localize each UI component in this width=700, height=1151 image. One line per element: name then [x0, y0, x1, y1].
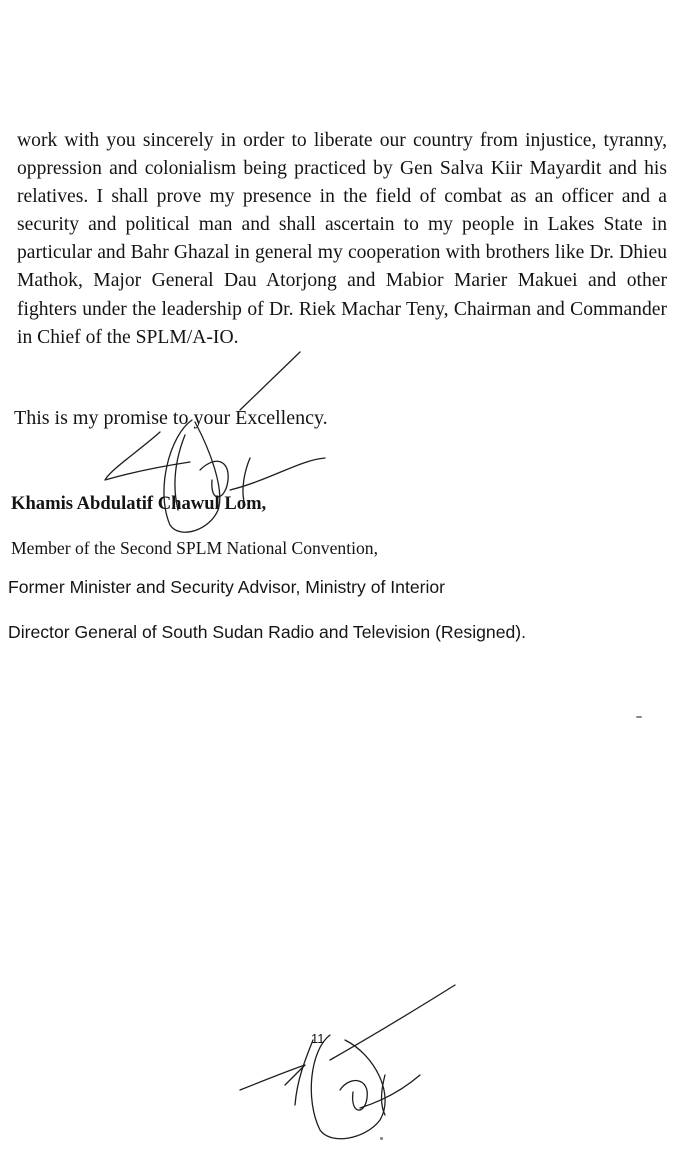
handwritten-initials [235, 980, 475, 1145]
signatory-title-line: Member of the Second SPLM National Convention, [11, 538, 378, 558]
page-number: 11 [311, 1031, 325, 1046]
signatory-title-line: Former Minister and Security Advisor, Ministry of Interior [8, 577, 446, 597]
closing-promise: This is my promise to your Excellency. [14, 407, 328, 429]
scan-speck [380, 1137, 383, 1140]
scan-speck [636, 716, 642, 718]
letter-body-paragraph: work with you sincerely in order to liberate our country from injustice, tyranny, oppression and colonialism being practiced by Gen Salva Kiir Mayardit and his relatives. I shall prove my presence in the field of combat as an officer and a security and political man and shall ascertain to my people in Lakes State in particular and Bahr Ghazal in general my cooperation with brothers like Dr. Dhieu Mathok, Major General Dau Atorjong and Mabior Marier Makuei and other fighters under the leadership of Dr. Riek Machar Teny, Chairman and Commander in Chief of the SPLM/A-IO. [17, 130, 667, 348]
signatory-title-line: Director General of South Sudan Radio and Television (Resigned). [8, 622, 527, 642]
signatory-name: Khamis Abdulatif Chawul Lom, [11, 493, 267, 514]
